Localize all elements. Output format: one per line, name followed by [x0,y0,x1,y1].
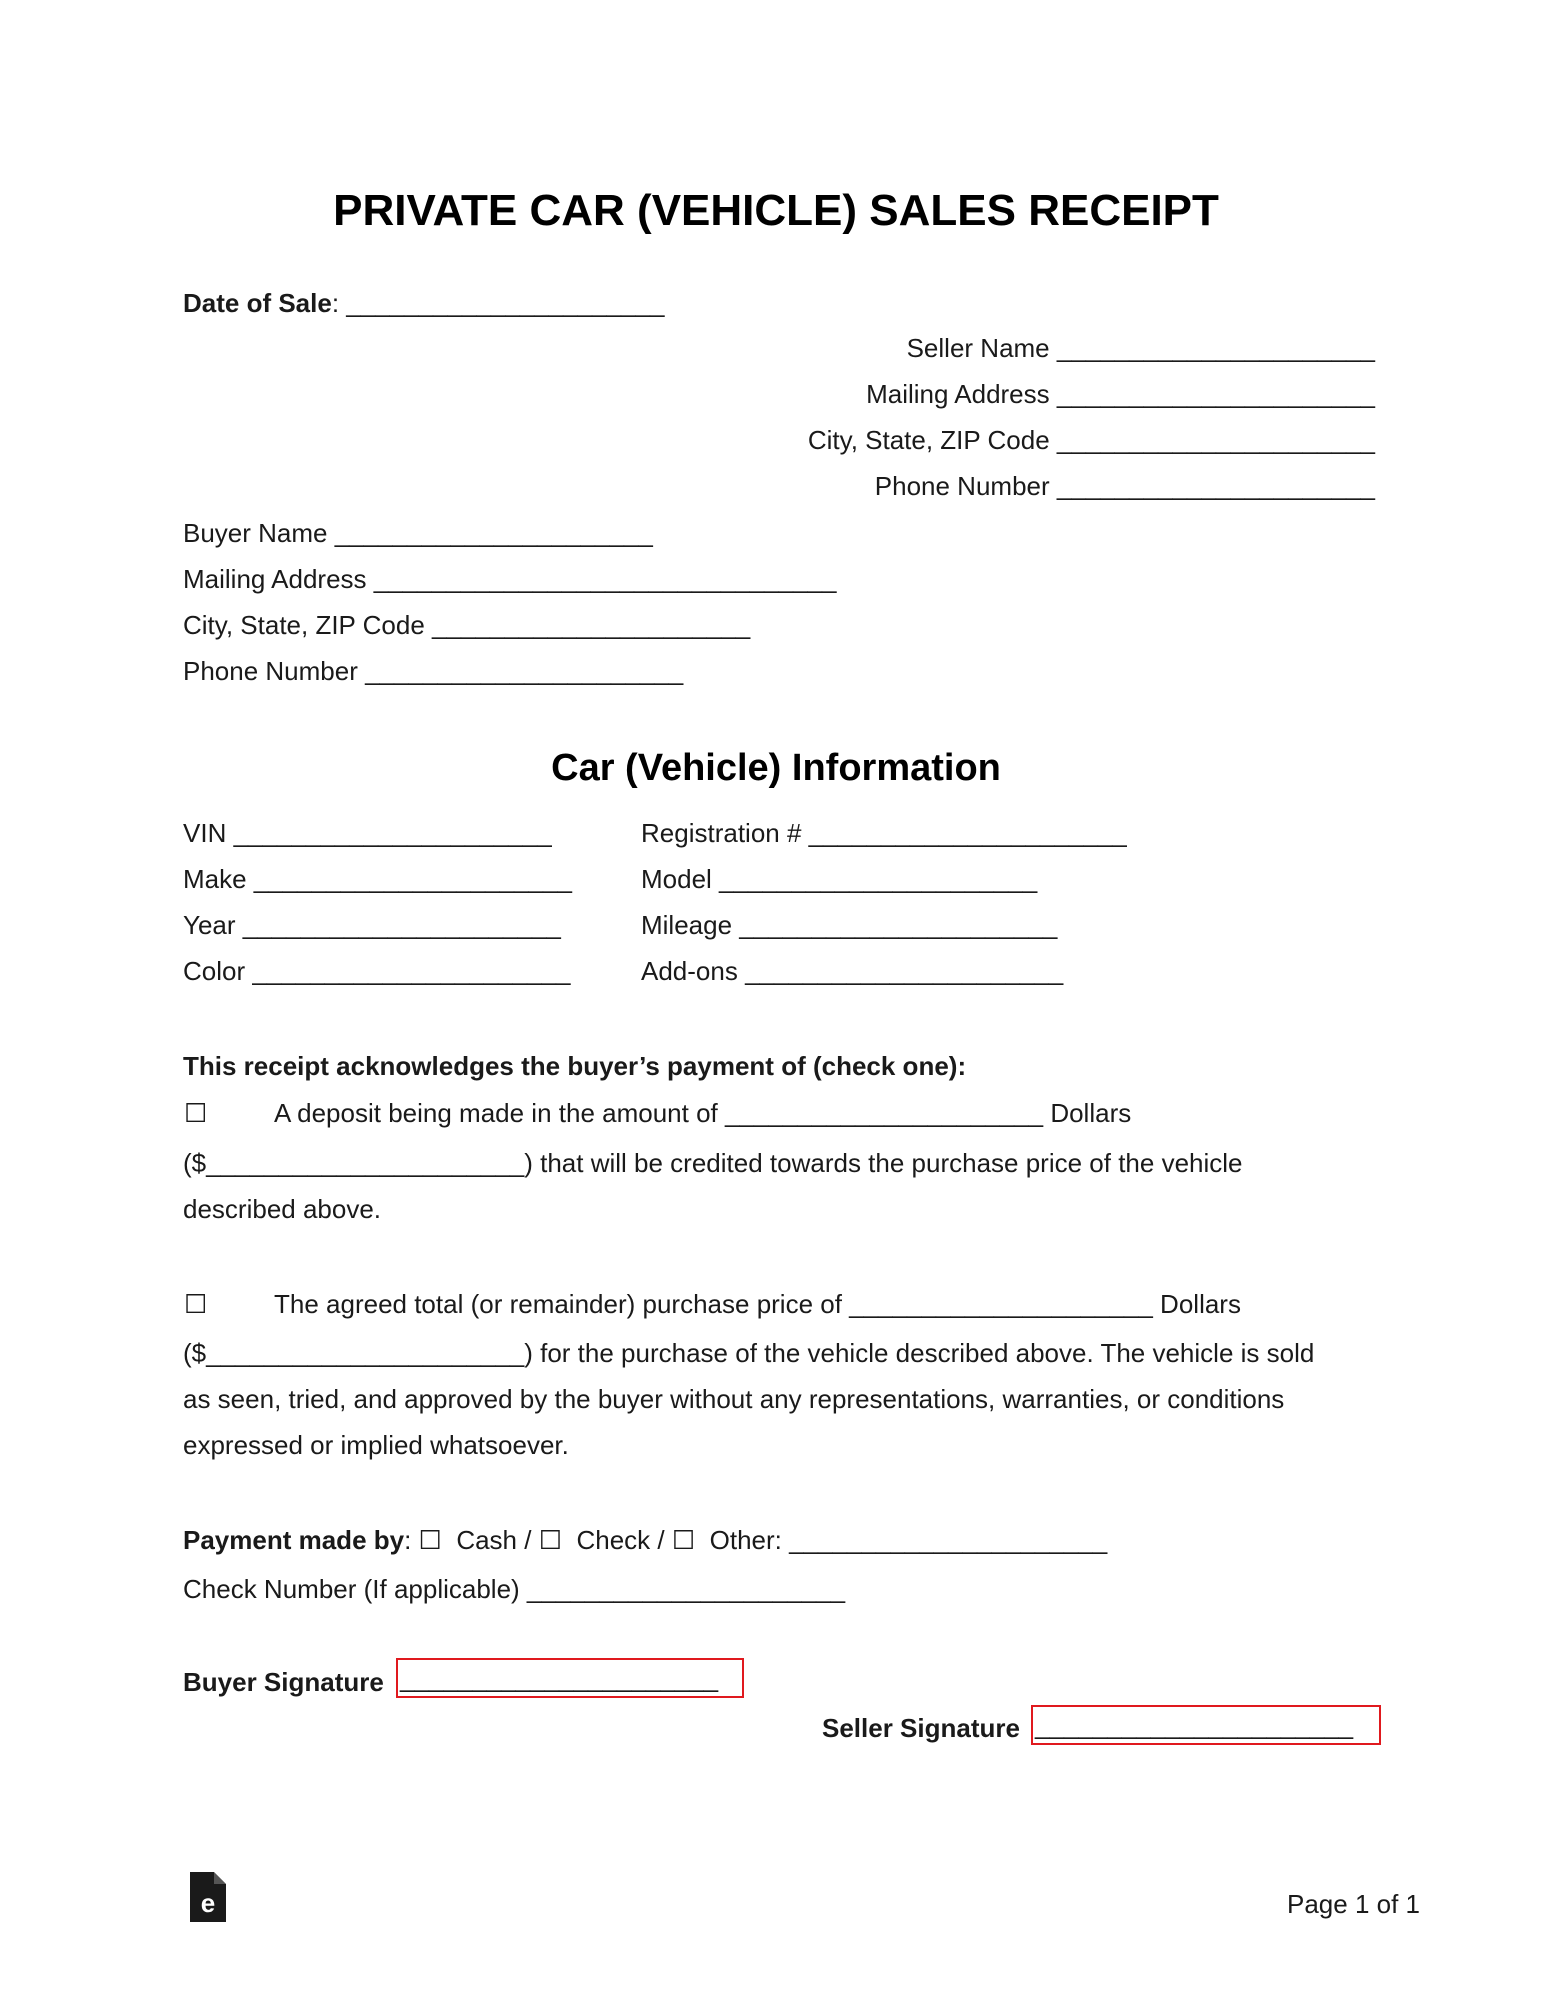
deposit-checkbox[interactable]: ☐ [184,1098,208,1128]
vin-field[interactable]: VIN ______________________ [183,818,552,848]
date-of-sale-sep: : [331,288,347,318]
page-number: Page 1 of 1 [1287,1889,1420,1919]
model-field[interactable]: Model ______________________ [641,864,1038,894]
buyer-signature-box[interactable] [396,1658,744,1698]
eforms-logo-icon [190,1872,226,1922]
seller-name-field[interactable]: Seller Name ______________________ [906,333,1375,363]
addons-field[interactable]: Add-ons ______________________ [641,956,1064,986]
total-line-2: ($______________________) for the purchase of the vehicle described above. The vehicle is sold [183,1338,1315,1368]
registration-field[interactable]: Registration # ______________________ [641,818,1127,848]
payment-method-sep: : [404,1525,419,1555]
seller-signature-line: ______________________ [1035,1710,1354,1740]
seller-signature-label: Seller Signature [822,1713,1020,1743]
seller-address-field[interactable]: Mailing Address ______________________ [866,379,1375,409]
deposit-line-3: described above. [183,1194,382,1224]
vehicle-section-title: Car (Vehicle) Information [551,747,1001,789]
seller-city-field[interactable]: City, State, ZIP Code ______________________ [807,425,1375,455]
buyer-signature-label: Buyer Signature [183,1667,384,1697]
total-line-1: The agreed total (or remainder) purchase price of _____________________ Dollars [274,1289,1241,1319]
svg-text:e: e [200,1888,216,1918]
total-line-4: expressed or implied whatsoever. [183,1430,569,1460]
year-field[interactable]: Year ______________________ [183,910,561,940]
date-of-sale-row [183,287,664,319]
buyer-address-field[interactable]: Mailing Address ________________________________ [183,564,837,594]
check-option-label: Check / [576,1525,665,1555]
buyer-city-field[interactable]: City, State, ZIP Code ______________________ [183,610,751,640]
payment-heading: This receipt acknowledges the buyer’s payment of (check one): [183,1051,967,1081]
seller-phone-field[interactable]: Phone Number ______________________ [874,471,1375,501]
check-number-field[interactable]: Check Number (If applicable) ______________________ [183,1574,846,1604]
page-title: PRIVATE CAR (VEHICLE) SALES RECEIPT [333,186,1219,235]
deposit-line-2: ($______________________) that will be credited towards the purchase price of the vehicle [183,1148,1243,1178]
date-of-sale-field[interactable]: ______________________ [346,288,665,318]
buyer-signature-line: ______________________ [400,1663,719,1693]
date-of-sale-label: Date of Sale [183,288,332,318]
buyer-name-field[interactable]: Buyer Name ______________________ [183,518,653,548]
mileage-field[interactable]: Mileage ______________________ [641,910,1058,940]
payment-method-label: Payment made by [183,1525,405,1555]
buyer-phone-field[interactable]: Phone Number ______________________ [183,656,684,686]
total-line-3: as seen, tried, and approved by the buyer without any representations, warranties, or conditions [183,1384,1285,1414]
seller-signature-box[interactable] [1031,1705,1381,1745]
check-checkbox[interactable]: ☐ [538,1525,563,1555]
payment-method-row [183,1524,1107,1556]
cash-checkbox[interactable]: ☐ [418,1525,442,1555]
total-checkbox[interactable]: ☐ [184,1289,208,1319]
make-field[interactable]: Make ______________________ [183,864,572,894]
color-field[interactable]: Color ______________________ [183,956,571,986]
other-option-field[interactable]: Other: ______________________ [709,1525,1108,1555]
deposit-line-1: A deposit being made in the amount of ______________________ Dollars [274,1098,1132,1128]
other-checkbox[interactable]: ☐ [671,1525,696,1555]
cash-option-label: Cash / [456,1525,532,1555]
